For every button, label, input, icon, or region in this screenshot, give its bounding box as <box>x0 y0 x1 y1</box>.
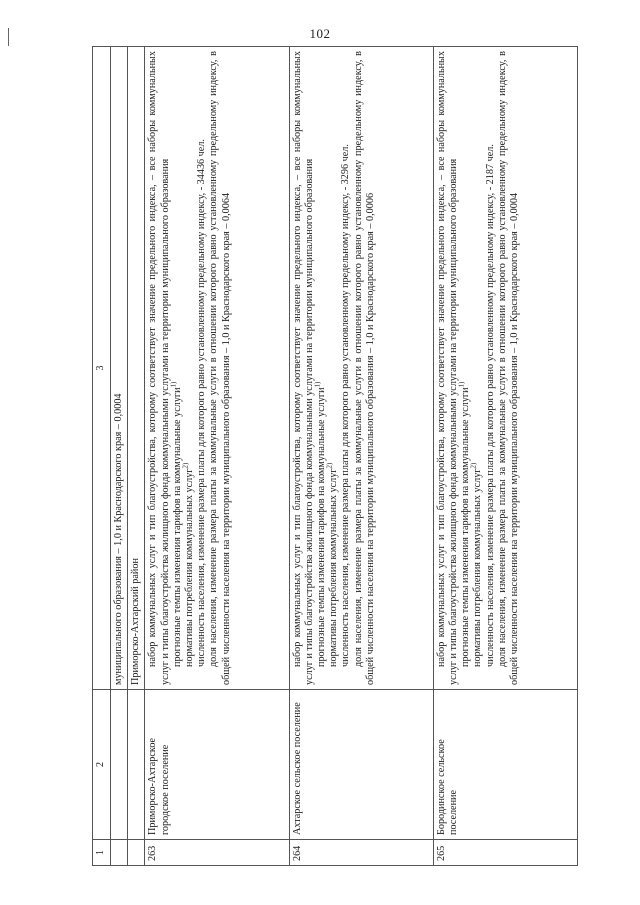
paragraph: нормативы потребления коммунальных услуг$^{2)}$ <box>181 462 196 667</box>
row-description <box>433 47 577 690</box>
paragraph: численность населения, изменение размера платы для которого равно установленному предельному индексу, - 3296 чел. <box>340 144 352 667</box>
settlement-name: Бородинское сельское поселение <box>433 690 577 840</box>
header-col-3: 3 <box>93 47 111 690</box>
paragraph: набор коммунальных услуг и тип благоустройства, которому соответствует значение предельного индекса, – все наборы коммунальных услуг и типы благоустройства жилищного фонда коммунальными услугами на территории муниципального образования <box>435 51 459 685</box>
row-number: 264 <box>289 840 433 866</box>
table-header-row <box>93 47 111 866</box>
row-description <box>289 47 433 690</box>
paragraph: численность населения, изменение размера платы для которого равно установленному предельному индексу, - 2187 чел. <box>484 144 496 667</box>
tariff-table <box>92 46 578 866</box>
row-number: 265 <box>433 840 577 866</box>
paragraph: прогнозные темпы изменения тарифов на коммунальные услуги$^{1)}$ <box>457 381 472 667</box>
paragraph: доля населения, изменение размера платы за коммунальные услуги в отношении которого равно установленному предельному индексу, в общей численности населения на территории муниципального образования – 1,0 и Краснодарского края – 0,0004 <box>496 51 520 685</box>
table-row <box>145 47 289 866</box>
paragraph: прогнозные темпы изменения тарифов на коммунальные услуги$^{1)}$ <box>169 381 183 667</box>
continuation-row <box>111 47 128 866</box>
settlement-name: Ахтарское сельское поселение <box>289 690 433 840</box>
paragraph: численность населения, изменение размера платы для которого равно установленному предельному индексу, - 34436 чел. <box>196 139 208 667</box>
paragraph: нормативы потребления коммунальных услуг$^{2)}$ <box>325 462 340 667</box>
district-row <box>128 47 145 866</box>
rotated-table-container <box>92 46 578 866</box>
paragraph: нормативы потребления коммунальных услуг$^{2)}$ <box>470 462 484 667</box>
paragraph: доля населения, изменение размера платы за коммунальные услуги в отношении которого равно установленному предельному индексу, в общей численности населения на территории муниципального образования – 1,0 и Краснодарского края – 0,0064 <box>208 51 232 685</box>
table-row <box>433 47 577 866</box>
paragraph: прогнозные темпы изменения тарифов на коммунальные услуги$^{1)}$ <box>313 381 327 667</box>
header-col-2: 2 <box>93 690 111 840</box>
row-number: 263 <box>145 840 289 866</box>
table-row <box>289 47 433 866</box>
district-title: Приморско-Ахтарский район <box>128 47 145 690</box>
paragraph: набор коммунальных услуг и тип благоустройства, которому соответствует значение предельного индекса, – все наборы коммунальных услуг и типы благоустройства жилищного фонда коммунальными услугами на территории муниципального образования <box>147 51 171 685</box>
continuation-text: муниципального образования – 1,0 и Краснодарского края – 0,0004 <box>111 47 128 690</box>
page-number: 102 <box>309 26 331 41</box>
header-col-1: 1 <box>93 840 111 866</box>
row-description <box>145 47 289 690</box>
paragraph: набор коммунальных услуг и тип благоустройства, которому соответствует значение предельного индекса, – все наборы коммунальных услуг и типы благоустройства жилищного фонда коммунальными услугами на территории муниципального образования <box>291 51 315 685</box>
paragraph: доля населения, изменение размера платы за коммунальные услуги в отношении которого равно установленному предельному индексу, в общей численности населения на территории муниципального образования – 1,0 и Краснодарского края – 0,0006 <box>352 51 376 685</box>
settlement-name: Приморско-Ахтарское городское поселение <box>145 690 289 840</box>
